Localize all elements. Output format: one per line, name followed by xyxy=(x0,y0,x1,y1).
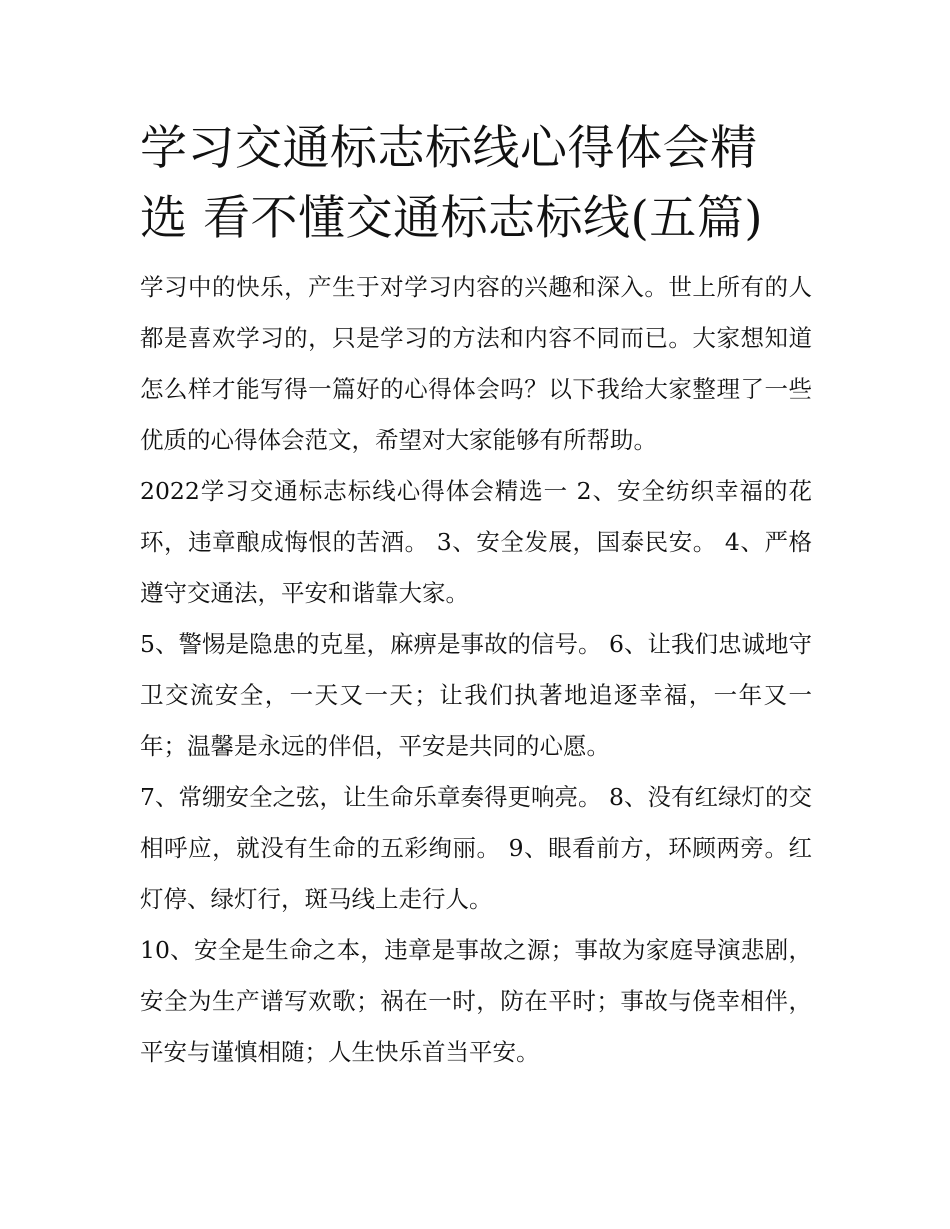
slogan-paragraph-4: 10、安全是生命之本，违章是事故之源；事故为家庭导演悲剧，安全为生产谱写欢歌；祸在一时，防在平时；事故与侥幸相伴，平安与谨慎相随；人生快乐首当平安。 xyxy=(140,936,812,1066)
title-line-1: 学习交通标志标线心得体会精 xyxy=(140,121,758,176)
document-content xyxy=(140,114,812,1078)
slogan-paragraph-3: 7、常绷安全之弦，让生命乐章奏得更响亮。 8、没有红绿灯的交相呼应，就没有生命的五彩绚丽。 9、眼看前方，环顾两旁。红灯停、绿灯行，斑马线上走行人。 xyxy=(140,783,812,913)
title-line-2: 选 看不懂交通标志标线(五篇) xyxy=(140,191,764,246)
slogan-paragraph-2: 5、警惕是隐患的克星，麻痹是事故的信号。 6、让我们忠诚地守卫交流安全，一天又一天；让我们执著地追逐幸福，一年又一年；温馨是永远的伴侣，平安是共同的心愿。 xyxy=(140,630,812,760)
document-title xyxy=(140,114,812,254)
slogan-paragraph-1: 2022学习交通标志标线心得体会精选一 2、安全纺织幸福的花环，违章酿成悔恨的苦酒。 3、安全发展，国泰民安。 4、严格遵守交通法，平安和谐靠大家。 xyxy=(140,477,812,607)
intro-paragraph: 学习中的快乐，产生于对学习内容的兴趣和深入。世上所有的人都是喜欢学习的，只是学习的方法和内容不同而已。大家想知道怎么样才能写得一篇好的心得体会吗？以下我给大家整理了一些优质的心得体会范文，希望对大家能够有所帮助。 xyxy=(140,273,812,454)
